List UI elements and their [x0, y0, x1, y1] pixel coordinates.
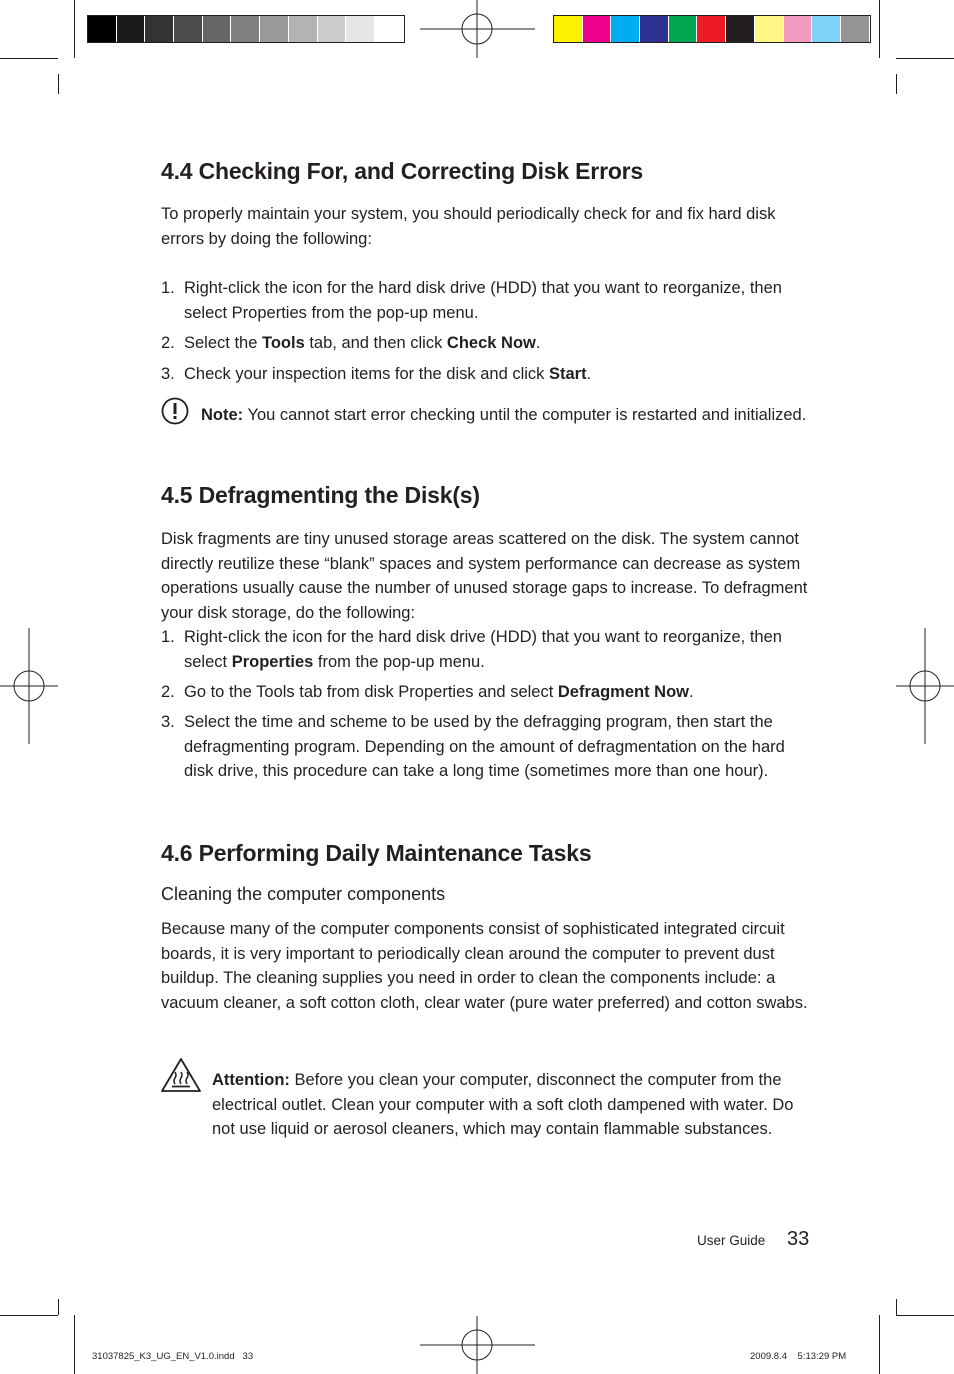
registration-mark-right-icon: [896, 628, 954, 744]
list-text: Check your inspection items for the disk and click Start.: [184, 365, 592, 383]
section-4-5-intro: Disk fragments are tiny unused storage areas scattered on the disk. The system cannot directly reutilize these “blank” spaces and system performance can decrease as system operations usually cause the number of unused storage gaps to increase. To defragment your disk storage, do the following:: [161, 530, 808, 622]
color-swatch: [203, 16, 232, 42]
color-swatch: [669, 16, 698, 42]
color-swatch: [346, 16, 375, 42]
list-item: [161, 625, 811, 674]
process-color-bar: [553, 15, 871, 43]
list-number: 3.: [161, 713, 175, 731]
color-swatch: [697, 16, 726, 42]
footer-file-name: 31037825_K3_UG_EN_V1.0.indd 33: [92, 1351, 254, 1362]
exclamation-circle-icon: [161, 397, 189, 425]
list-item: [161, 362, 811, 387]
color-swatch: [145, 16, 174, 42]
footer-guide-label: User Guide: [697, 1233, 766, 1248]
color-swatch: [755, 16, 784, 42]
page-number: 33: [787, 1228, 810, 1250]
footer-timestamp: 2009.8.4 5:13:29 PM: [750, 1351, 847, 1362]
registration-mark-bottom-icon: [420, 1316, 535, 1374]
color-swatch: [583, 16, 612, 42]
color-swatch: [784, 16, 813, 42]
color-swatch: [611, 16, 640, 42]
list-item: [161, 276, 811, 325]
list-text: Go to the Tools tab from disk Properties and select Defragment Now.: [184, 683, 694, 701]
registration-mark-left-icon: [0, 628, 58, 744]
list-text: Right-click the icon for the hard disk drive (HDD) that you want to reorganize, then select Properties from the pop-up menu.: [184, 628, 782, 671]
color-swatch: [375, 16, 404, 42]
color-swatch: [554, 16, 583, 42]
list-number: 2.: [161, 334, 175, 352]
list-item: [161, 331, 811, 356]
section-4-6-title: 4.6 Performing Daily Maintenance Tasks: [161, 840, 592, 866]
color-swatch: [88, 16, 117, 42]
section-4-4-title: 4.4 Checking For, and Correcting Disk Errors: [161, 158, 644, 184]
registration-mark-top-icon: [420, 0, 535, 60]
color-swatch: [640, 16, 669, 42]
attention-text: Attention: Before you clean your computer, disconnect the computer from the electrical outlet. Clean your computer with a soft cloth dampened with water. Do not use liquid or aerosol cleaners, which may contain flammable substances.: [212, 1071, 794, 1139]
section-4-6-subtitle: Cleaning the computer components: [161, 884, 446, 904]
color-swatch: [289, 16, 318, 42]
list-item: [161, 680, 811, 705]
section-4-5-title: 4.5 Defragmenting the Disk(s): [161, 482, 480, 508]
color-swatch: [231, 16, 260, 42]
color-swatch: [812, 16, 841, 42]
note-text: Note: You cannot start error checking until the computer is restarted and initialized.: [201, 406, 807, 424]
color-swatch: [841, 16, 870, 42]
list-number: 3.: [161, 365, 175, 383]
grayscale-color-bar: [87, 15, 405, 43]
section-4-6-intro: Because many of the computer components consist of sophisticated integrated circuit boards, it is very important to periodically clean around the computer to prevent dust buildup. The cleaning supplies you need in order to clean the components include: a vacuum cleaner, a soft cotton cloth, clear water (pure water preferred) and cotton swabs.: [161, 920, 808, 1012]
color-swatch: [260, 16, 289, 42]
list-number: 2.: [161, 683, 175, 701]
hot-surface-warning-icon: [160, 1057, 202, 1093]
color-swatch: [117, 16, 146, 42]
list-item: [161, 710, 811, 784]
list-number: 1.: [161, 279, 175, 297]
list-text: Right-click the icon for the hard disk drive (HDD) that you want to reorganize, then select Properties from the pop-up menu.: [184, 279, 782, 322]
list-text: Select the Tools tab, and then click Check Now.: [184, 334, 541, 352]
section-4-4-intro: To properly maintain your system, you should periodically check for and fix hard disk errors by doing the following:: [161, 205, 776, 248]
color-swatch: [318, 16, 347, 42]
color-swatch: [174, 16, 203, 42]
list-number: 1.: [161, 628, 175, 646]
color-swatch: [726, 16, 755, 42]
list-text: Select the time and scheme to be used by the defragging program, then start the defragmenting program. Depending on the amount of defragmentation on the hard disk drive, this procedure can take a long time (sometimes more than one hour).: [184, 713, 785, 781]
